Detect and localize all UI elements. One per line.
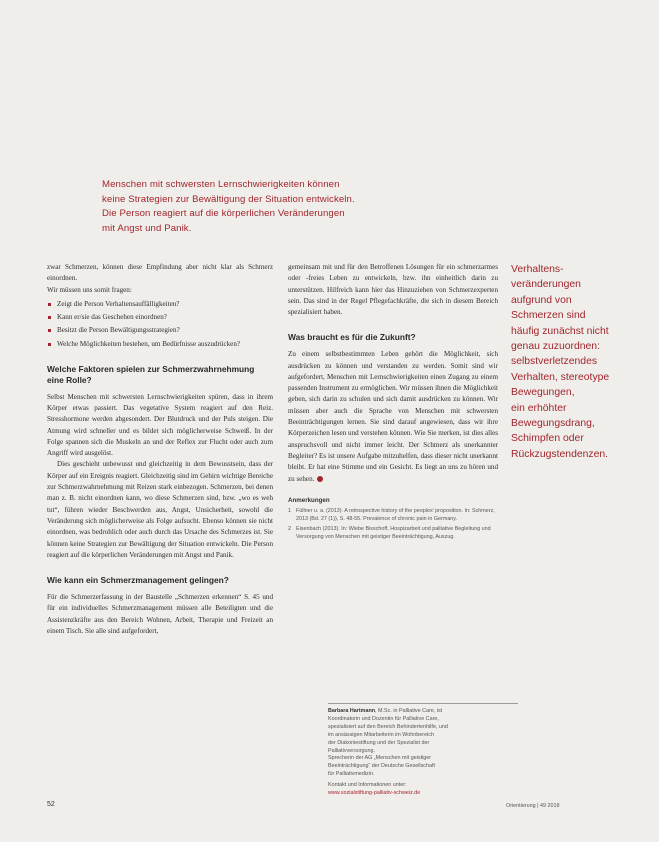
text-column-left: [47, 262, 273, 637]
text-column-middle: [288, 262, 498, 543]
body-paragraph: [288, 349, 498, 485]
author-box: [328, 703, 518, 798]
pullquote-line: Menschen mit schwersten Lernschwierigkeiten können: [102, 179, 340, 190]
sidebar-line: Bewegungen,: [511, 387, 575, 399]
question-list: [47, 299, 273, 350]
footnote-list: [288, 507, 498, 541]
question-item: Kann er/sie das Geschehen einordnen?: [47, 312, 273, 323]
sidebar-line: veränderungen: [511, 279, 581, 291]
question-item: Besitzt die Person Bewältigungsstrategien?: [47, 325, 273, 336]
body-paragraph: Selbst Menschen mit schwersten Lernschwierigkeiten spüren, dass in ihrem Körper etwas passiert. Das vegetative System reagiert auf den Reiz. Stresshormone werden abgesondert. Der Blutdruck und der Puls steigen. Die Atmung wird schneller und es bildet sich möglicherweise Schweiß. In der Folge spannen sich die Muskeln an und der Reflex zur Flucht oder auch zum Angriff wird ausgelöst.: [47, 392, 273, 458]
author-bio-line: spezialisiert auf den Bereich Behindertenhilfe, und: [328, 723, 448, 730]
author-bio-line: Palliativversorgung.: [328, 747, 376, 754]
pullquote-line: mit Angst und Panik.: [102, 222, 192, 234]
sidebar-line: Verhaltens-: [511, 264, 564, 275]
sidebar-line: Schimpfen oder: [511, 433, 584, 445]
footnote-number: 1: [288, 507, 291, 514]
footnotes-title: Anmerkungen: [288, 496, 330, 504]
sidebar-line: Rückzugstendenzen.: [511, 448, 609, 460]
footnote-text: Eisenbach (2013). In: Wiebe Bisschoff, Hospizarbeit und palliative Begleitung und Versorgung von Menschen mit geistiger Beeinträchtigung, Auszug.: [296, 525, 491, 540]
end-mark-icon: [317, 476, 323, 482]
author-name: Barbara Hartmann: [328, 708, 376, 714]
body-paragraph: gemeinsam mit und für den Betroffenen Lösungen für ein schmerzarmes oder -freies Leben zu entwickeln, bzw. ihn einheitlich darin zu unterstützen. Hilfreich kann hier das Hinzuziehen von Schmerzexperten sein. Das sind in der Regel Pflegefachkräfte, die sich in diesem Bereich spezialisiert haben.: [288, 263, 498, 317]
contact-label: Kontakt und Informationen unter:: [328, 782, 407, 789]
author-bio-line: für Palliativmedizin.: [328, 771, 375, 778]
footnote-item: [288, 525, 498, 541]
body-paragraph: Wir müssen uns somit fragen:: [47, 285, 132, 294]
sidebar-line: Schmerzen sind: [511, 310, 586, 322]
footnote-item: [288, 507, 498, 523]
question-item: Zeigt die Person Verhaltensauffälligkeiten?: [47, 299, 273, 310]
author-bio-line: Koordinatorin und Dozentin für Palliative Care,: [328, 715, 439, 722]
body-paragraph: Für die Schmerzerfassung in der Baustelle „Schmerzen erkennen“ S. 45 und für ein individuelles Schmerzmanagement müssen alle Beteiligten und die Assistenzkräfte aus den Bereich Wohnen, Arbeit, Therapie und Freizeit an einem Tisch. Sie alle sind aufgefordert,: [47, 592, 273, 635]
pullquote-line: Die Person reagiert auf die körperlichen Veränderungen: [102, 208, 345, 220]
footnote-text: Füllner u. a. (2013). A retrospective history of the peoples' proposition. In: Schmerz, 2013 (Bd. 27 (1)), S. 48-55. Prevalence of chronic pain in Germany.: [296, 507, 495, 522]
question-item: Welche Möglichkeiten bestehen, um Bedürfnisse auszudrücken?: [47, 339, 273, 350]
sidebar-line: selbstverletzendes: [511, 356, 598, 368]
sidebar-line: häufig zunächst nicht: [511, 325, 609, 337]
sidebar-line: genau zuzuordnen:: [511, 341, 600, 353]
pullquote-line: keine Strategien zur Bewältigung der Situation entwickeln.: [102, 193, 355, 205]
author-bio-line: der Diakoniestiftung und der Spezialist der: [328, 739, 430, 746]
sidebar-line: aufgrund von: [511, 294, 572, 306]
footnotes: [288, 497, 498, 541]
author-bio-line: M.Sc. in Palliative Care, ist: [378, 708, 443, 714]
section-heading: Was braucht es für die Zukunft?: [288, 332, 416, 343]
section-heading: Wie kann ein Schmerzmanagement gelingen?: [47, 575, 229, 586]
journal-footer: Orientierung | 49 2018: [506, 803, 560, 809]
footnote-number: 2: [288, 525, 291, 532]
author-bio-line: Sprecherin der AG „Menschen mit geistiger: [328, 755, 432, 762]
author-bio: Barbara Hartmann, M.Sc. in Palliative Care, ist: [328, 708, 443, 714]
body-paragraph: Dies geschieht unbewusst und gleichzeitig in dem Bewusstsein, dass der Körper auf ein Ereignis reagiert. Gleichzeitig sind im Gehirn wichtige Bereiche zur Schmerzwahrnehmung mit Reizen stark einbezogen. Schmerzen, bei denen man z. B. nicht einordnen kann, wo diese Schmerzen sind, bzw. „wo es weh tut“, führen wieder Beschwerden aus, Angst, Unsicherheit, sowohl die Veränderung sich möglicherweise als Folge aufsucht. Ebenso können sie nicht einordnen, was bedrohlich oder auch durch das Ursache des Schmerzes ist. Sie können keine Strategien zur Bewältigung der Situation entwickeln. Die Person reagiert auf die körperlichen Veränderungen mit Angst und Panik.: [47, 460, 273, 559]
sidebar-line: Verhalten, stereotype: [511, 371, 610, 383]
sidebar-line: Bewegungsdrang,: [511, 418, 595, 430]
page-number: 52: [47, 801, 55, 808]
author-bio-line: im ansässigen Mitarbeiterin im Wohnbereich: [328, 731, 434, 738]
sidebar-quote: [511, 262, 651, 462]
body-text: Zu einem selbstbestimmten Leben gehört die Möglichkeit, sich ausdrücken zu können und verstanden zu werden. Somit sind wir aufgefordert, Menschen mit Lernschwierigkeiten einen Zugang zu einem passenden Instrument zu ermöglichen. Wir müssen ihnen die Möglichkeit geben, sich darin zu schulen und sich damit ausdrücken zu können. Wir müssen aber auch die Sprache von Menschen mit schwersten Beeinträchtigungen lernen. Sie sind darauf angewiesen, dass wir ihre Körperzeichen lesen und verstehen können. Wie Sie merken, ist dies alles anspruchsvoll und nicht immer leicht. Der Schmerz als unerkannter Begleiter? Es ist unsere Aufgabe mitzuhelfen, dass dieser nicht unerkannt bleibt. Er hat eine Stimme und ein Gesicht. Es liegt an uns zu hören und zu sehen.: [288, 350, 498, 483]
section-heading: Welche Faktoren spielen zur Schmerzwahrnehmung eine Rolle?: [47, 364, 255, 385]
contact-link[interactable]: www.sozialstiftung-palliativ-schweiz.de: [328, 790, 421, 797]
pullquote: [102, 178, 412, 236]
sidebar-line: ein erhöhter: [511, 402, 567, 414]
body-paragraph: zwar Schmerzen, können diese Empfindung aber nicht klar als Schmerz einordnen.: [47, 263, 273, 283]
author-bio-line: Beeinträchtigung“ der Deutsche Gesellschaft: [328, 763, 435, 770]
